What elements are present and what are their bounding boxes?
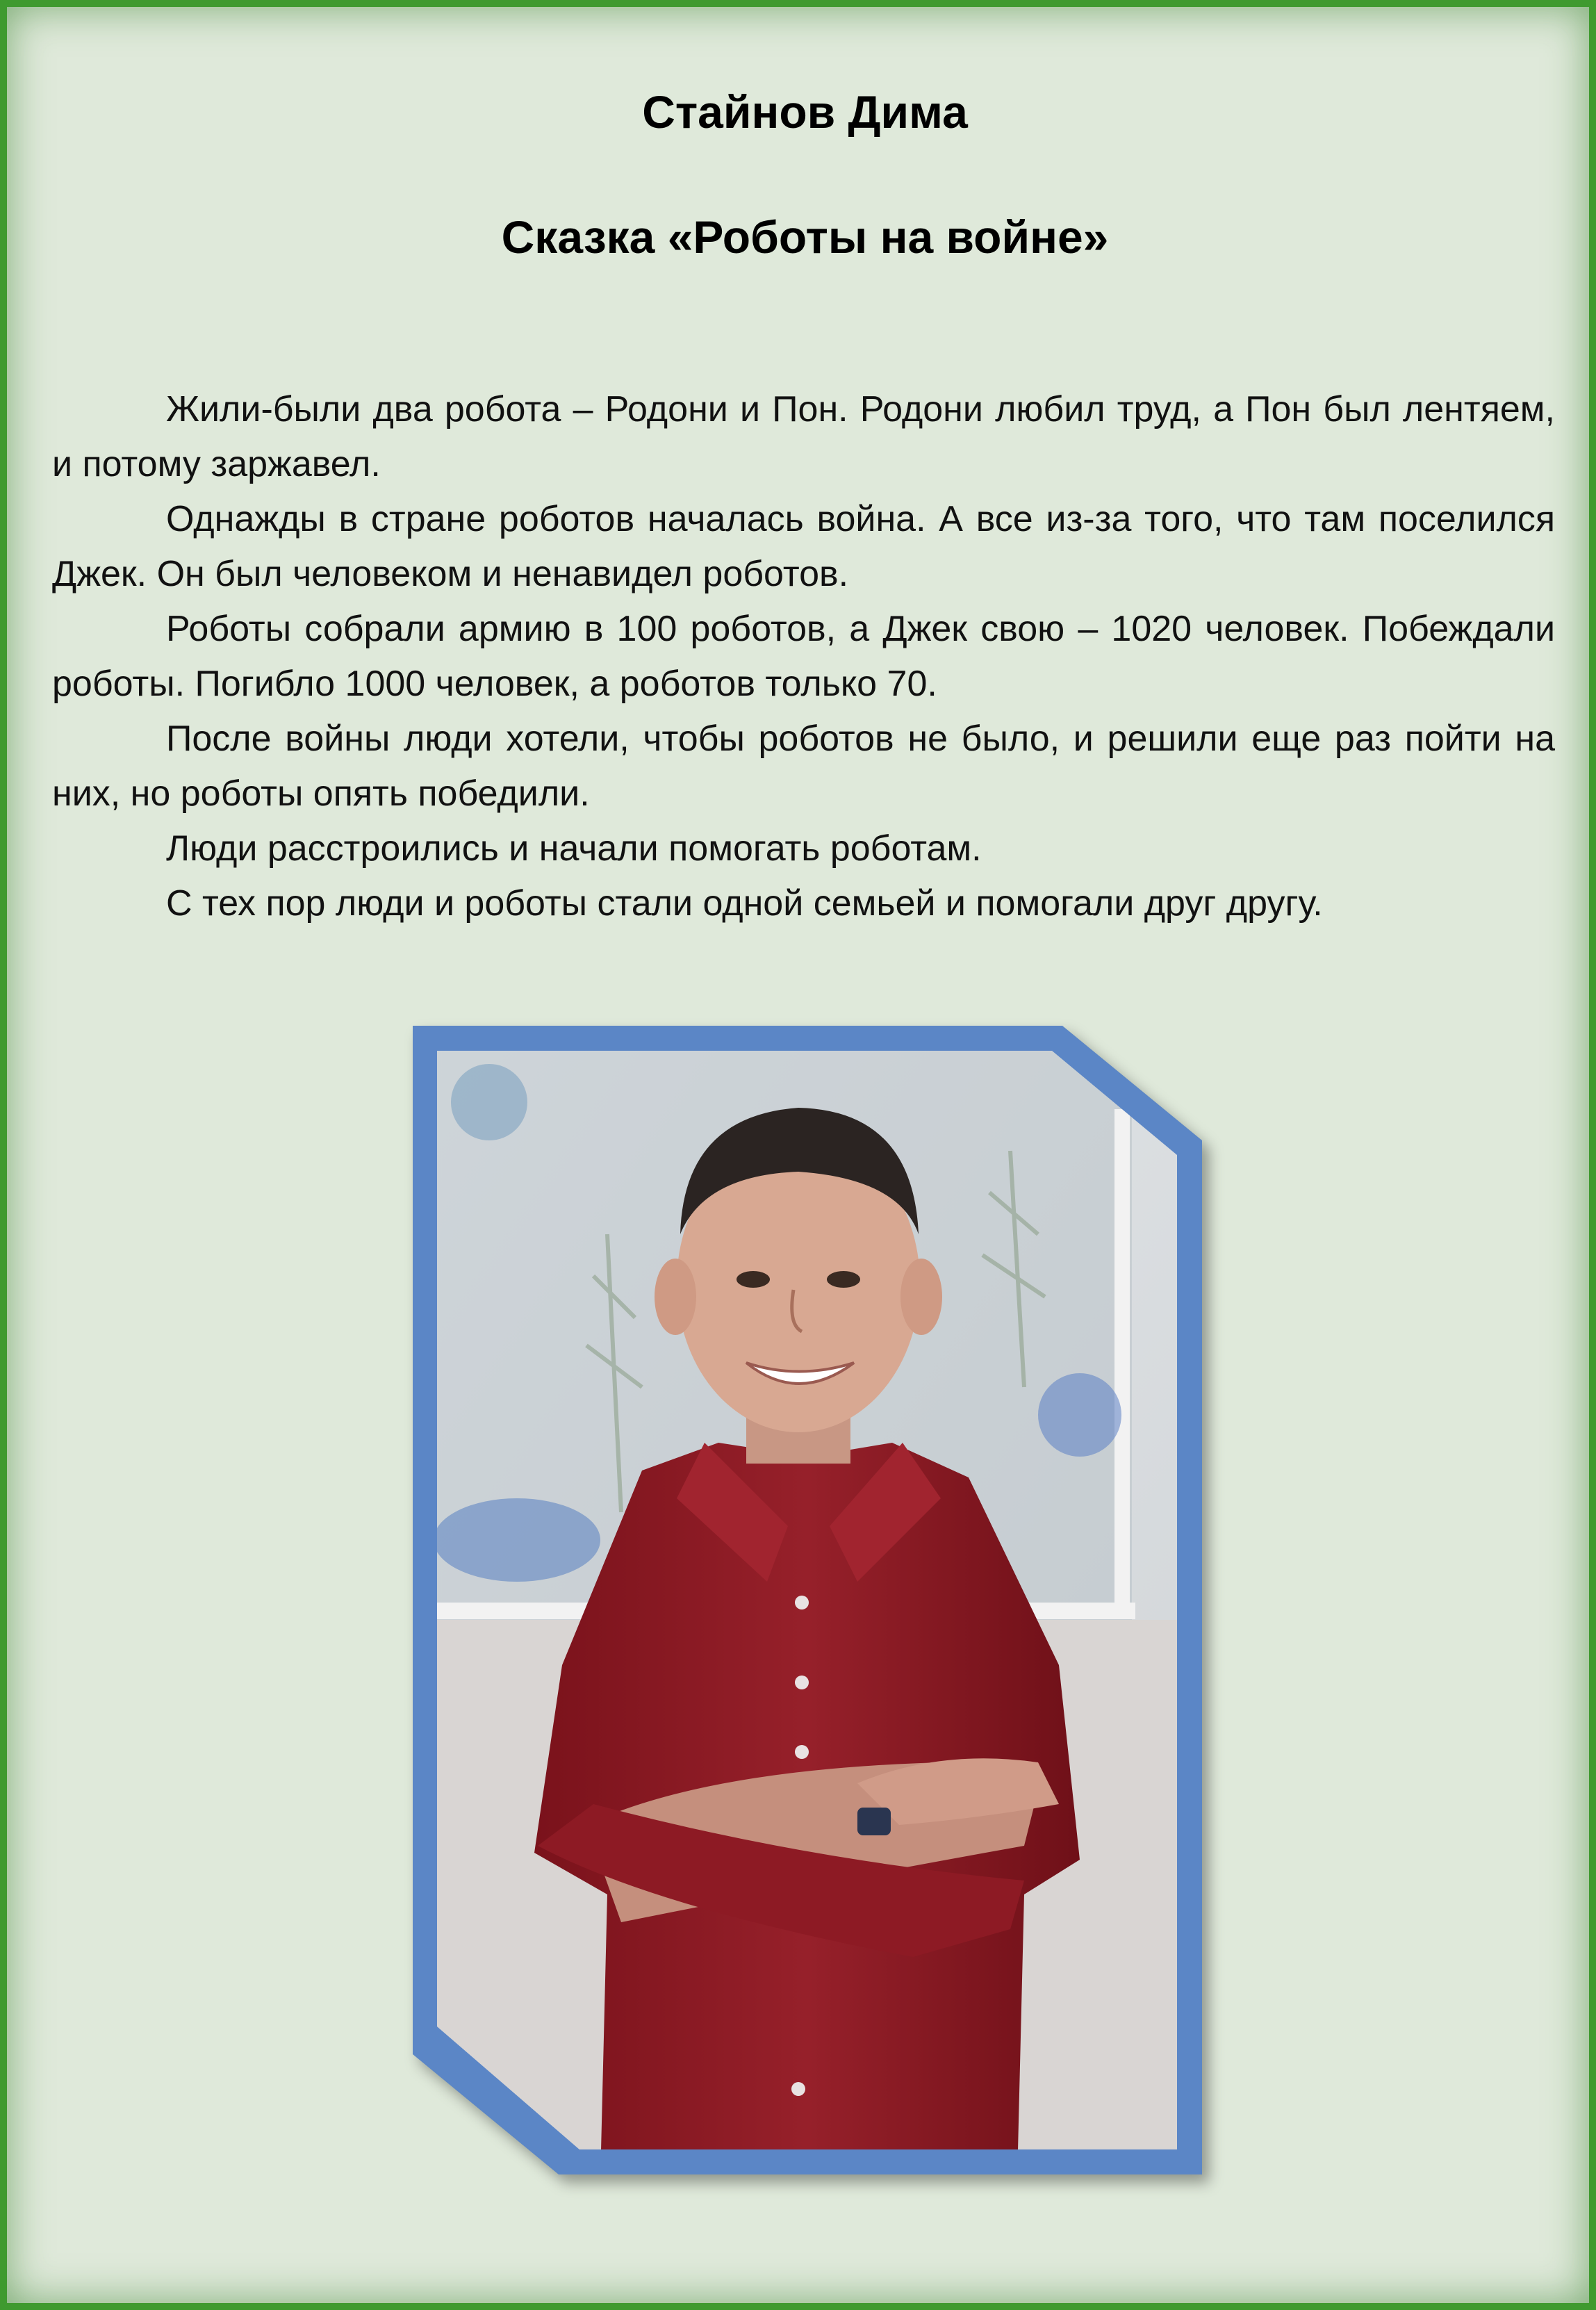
boy-portrait-photo — [413, 1026, 1202, 2174]
paragraph: Роботы собрали армию в 100 роботов, а Джек свою – 1020 человек. Побеждали роботы. Погибло 1000 человек, а роботов только 70. — [52, 609, 1555, 704]
paragraph: После войны люди хотели, чтобы роботов не было, и решили еще раз пойти на них, но роботы опять победили. — [52, 719, 1555, 814]
author-name: Стайнов Дима — [642, 86, 968, 138]
paragraph: Люди расстроились и начали помогать роботам. — [166, 828, 982, 869]
paragraph: Однажды в стране роботов началась война. А все из-за того, что там поселился Джек. Он был человеком и ненавидел роботов. — [52, 499, 1555, 594]
story-title: Сказка «Роботы на войне» — [501, 211, 1109, 263]
story-text — [52, 382, 1555, 931]
paragraph: Жили-были два робота – Родони и Пон. Родони любил труд, а Пон был лентяем, и потому заржавел. — [52, 389, 1555, 484]
paragraph: С тех пор люди и роботы стали одной семьей и помогали друг другу. — [166, 883, 1323, 924]
photo-frame — [413, 1026, 1202, 2174]
